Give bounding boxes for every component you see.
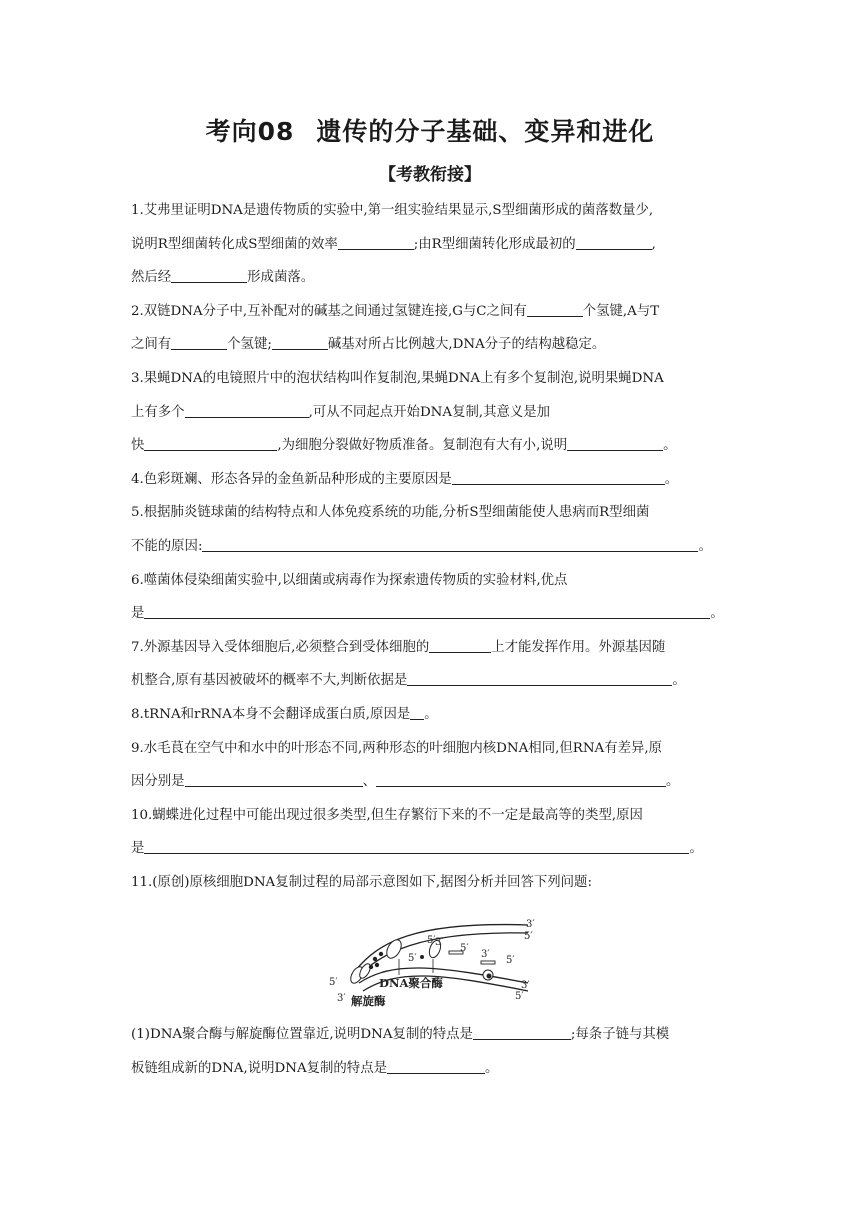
label-5-prime: 5′: [460, 943, 469, 954]
answer-blank[interactable]: [272, 334, 328, 350]
label-3-prime: 3′: [337, 993, 346, 1004]
label-3-prime: 3′: [481, 949, 490, 960]
answer-blank[interactable]: [410, 704, 424, 720]
label-5-prime: 5′: [427, 935, 436, 946]
answer-blank[interactable]: [376, 771, 666, 787]
page-title: [0, 112, 860, 148]
q10-line-1: 10.蝴蝶进化过程中可能出现过很多类型,但生存繁衍下来的不一定是最高等的类型,原因: [131, 807, 643, 823]
section-heading: 【考教衔接】: [379, 165, 481, 185]
q3-line-1: 3.果蝇DNA的电镜照片中的泡状结构叫作复制泡,果蝇DNA上有多个复制泡,说明果蝇DNA: [131, 370, 664, 386]
answer-blank[interactable]: [338, 234, 414, 250]
answer-blank[interactable]: [576, 234, 652, 250]
label-3-prime: 3′: [526, 919, 535, 930]
answer-blank[interactable]: [171, 334, 227, 350]
q6-line-2: 是 。: [131, 603, 731, 637]
q9-line-1: 9.水毛茛在空气中和水中的叶形态不同,两种形态的叶细胞内核DNA相同,但RNA有差异,原: [131, 740, 663, 756]
label-5-prime: 5′: [524, 931, 533, 942]
q11-part1-line-1: (1)DNA聚合酶与解旋酶位置靠近,说明DNA复制的特点是 ;每条子链与其模: [131, 1024, 731, 1058]
label-5-prime: 5′: [506, 955, 515, 966]
q6-line-1: 6.噬菌体侵染细菌实验中,以细菌或病毒作为探索遗传物质的实验材料,优点: [131, 572, 568, 588]
q7-line-1: 7.外源基因导入受体细胞后,必须整合到受体细胞的 上才能发挥作用。外源基因随: [131, 637, 731, 671]
q2-line-1: 2.双链DNA分子中,互补配对的碱基之间通过氢键连接,G与C之间有 个氢键,A与T: [131, 301, 731, 335]
answer-blank[interactable]: [473, 1024, 571, 1040]
answer-blank[interactable]: [185, 402, 309, 418]
answer-blank[interactable]: [144, 838, 689, 854]
q1-line-3: 然后经 形成菌落。: [131, 267, 731, 301]
q11-subquestions: [131, 1024, 731, 1091]
answer-blank[interactable]: [185, 771, 363, 787]
q5-line-1: 5.根据肺炎链球菌的结构特点和人体免疫系统的功能,分析S型细菌能使人患病而R型细菌: [131, 505, 650, 521]
q11-intro: 11.(原创)原核细胞DNA复制过程的局部示意图如下,据图分析并回答下列问题:: [131, 874, 592, 890]
q8-line-1: 8.tRNA和rRNA本身不会翻译成蛋白质,原因是 。: [131, 704, 731, 738]
q1-line-1: 1.艾弗里证明DNA是遗传物质的实验中,第一组实验结果显示,S型细菌形成的菌落数量少,: [131, 203, 654, 218]
answer-blank[interactable]: [202, 536, 698, 552]
answer-blank[interactable]: [144, 603, 710, 619]
label-5-prime: 5′: [515, 991, 524, 1002]
answer-blank[interactable]: [144, 435, 277, 451]
q5-line-2: 不能的原因: 。: [131, 536, 731, 570]
dna-replication-diagram: [323, 913, 549, 1009]
q4-line-1: 4.色彩斑斓、形态各异的金鱼新品种形成的主要原因是 。: [131, 469, 731, 503]
answer-blank[interactable]: [387, 1058, 485, 1074]
q2-line-2: 之间有 个氢键; 碱基对所占比例越大,DNA分子的结构越稳定。: [131, 334, 731, 368]
answer-blank[interactable]: [429, 637, 491, 653]
q9-line-2: 因分别是 、 。: [131, 771, 731, 805]
q10-line-2: 是 。: [131, 838, 731, 872]
answer-blank[interactable]: [452, 469, 665, 485]
label-dna-polymerase: DNA聚合酶: [379, 976, 443, 990]
title-code: 考向08: [205, 117, 295, 146]
okazaki-fragment: [481, 961, 495, 964]
label-3-prime: 3′: [521, 980, 530, 991]
answer-blank[interactable]: [171, 267, 247, 283]
q11-part1-line-2: 板链组成新的DNA,说明DNA复制的特点是 。: [131, 1058, 731, 1092]
label-helicase: 解旋酶: [351, 994, 386, 1008]
q7-line-2: 机整合,原有基因被破坏的概率不大,判断依据是 。: [131, 670, 731, 704]
q3-line-3: 快 ,为细胞分裂做好物质准备。复制泡有大有小,说明 。: [131, 435, 731, 469]
answer-blank[interactable]: [527, 301, 583, 317]
answer-blank[interactable]: [567, 435, 663, 451]
label-3-prime: 3′: [435, 937, 444, 948]
q1-line-2: 说明R型细菌转化成S型细菌的效率 ;由R型细菌转化形成最初的 ,: [131, 234, 731, 268]
title-text: 遗传的分子基础、变异和进化: [316, 117, 655, 146]
q3-line-2: 上有多个 ,可从不同起点开始DNA复制,其意义是加: [131, 402, 731, 436]
question-list: [131, 200, 731, 905]
label-5-prime: 5′: [329, 977, 338, 988]
answer-blank[interactable]: [407, 670, 672, 686]
label-5-prime: 5′: [408, 953, 417, 964]
